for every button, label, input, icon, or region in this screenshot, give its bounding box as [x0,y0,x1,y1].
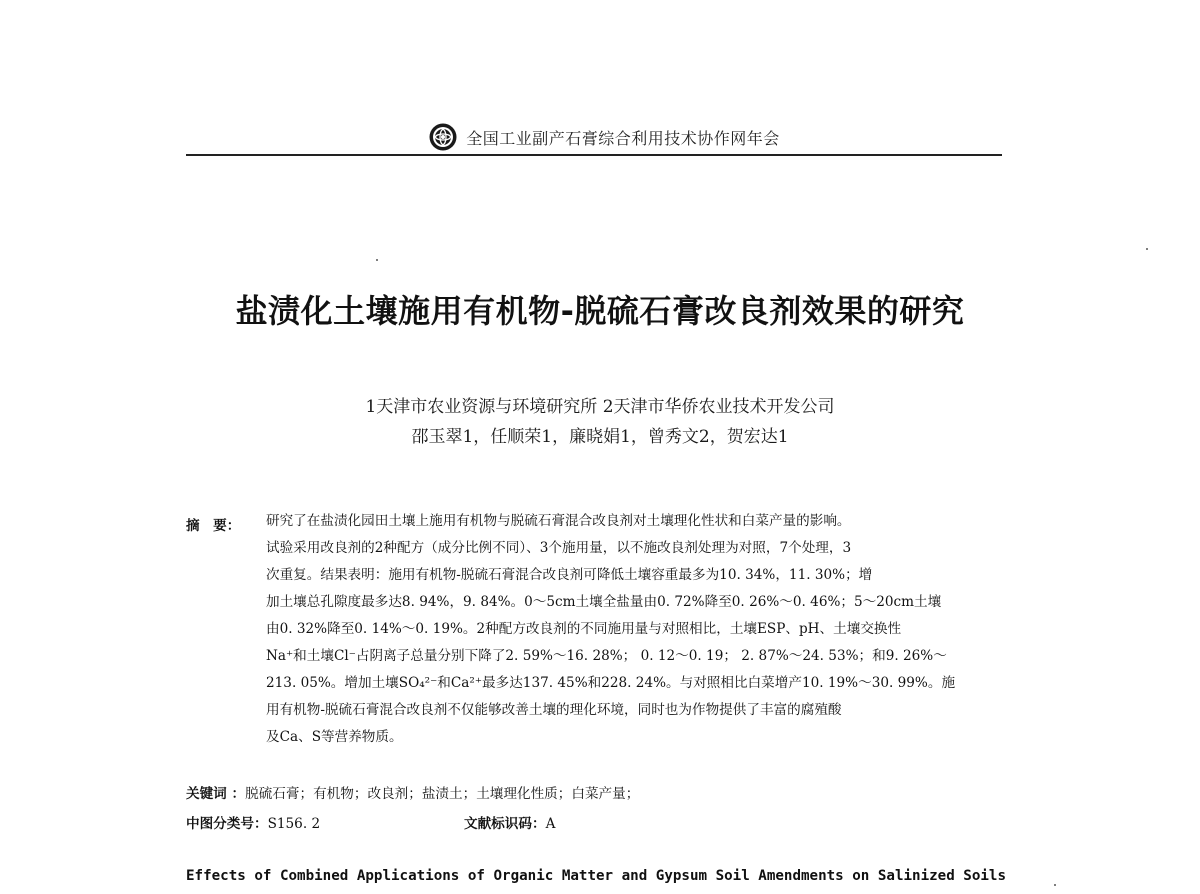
author-affiliations: 1天津市农业资源与环境研究所 2天津市华侨农业技术开发公司 [365,397,835,417]
classification-label: 中图分类号： [186,816,268,832]
author-list: 邵玉翠1，任顺荣1，廉晓娟1，曾秀文2，贺宏达1 [411,427,789,447]
classification-value: S156. 2 [267,816,321,832]
conference-name: 全国工业副产石膏综合利用技术协作网年会 [466,128,780,148]
abstract-line: 研究了在盐渍化园田土壤上施用有机物与脱硫石膏混合改良剂对土壤理化性状和白菜产量的影响。 [266,513,851,529]
running-header-content [428,122,780,152]
abstract-line: 用有机物-脱硫石膏混合改良剂不仅能够改善土壤的理化环境，同时也为作物提供了丰富的腐殖酸 [266,702,842,718]
abstract-line: 由0. 32%降至0. 14%～0. 19%。2种配方改良剂的不同施用量与对照相比，土壤ESP、pH、土壤交换性 [266,621,902,637]
scan-speck [1146,248,1148,250]
abstract-line: 213. 05%。增加土壤SO₄²⁻和Ca²⁺最多达137. 45%和228. 24%。与对照相比白菜增产10. 19%～30. 99%。施 [266,675,956,691]
running-header [186,120,1002,156]
classification-number [186,812,320,832]
abstract-line: 加土壤总孔隙度最多达8. 94%，9. 84%。0～5cm土壤全盐量由0. 72%降至0. 26%～0. 46%；5～20cm土壤 [266,594,942,610]
scan-speck [1054,884,1056,886]
scan-speck [376,259,378,261]
conference-logo-icon [428,122,458,152]
paper-title: 盐渍化土壤施用有机物-脱硫石膏改良剂效果的研究 [235,292,965,330]
document-code-label: 文献标识码： [464,816,546,832]
english-title: Effects of Combined Applications of Organic Matter and Gypsum Soil Amendments on Salinized Soils [186,868,1006,884]
keywords [186,782,639,802]
keywords-label: 关键词 ： [186,786,246,802]
abstract-line: 及Ca、S等营养物质。 [266,729,403,745]
abstract-line: 次重复。结果表明：施用有机物-脱硫石膏混合改良剂可降低土壤容重最多为10. 34%，11. 30%；增 [266,567,873,583]
keywords-text: 脱硫石膏；有机物；改良剂；盐渍土；土壤理化性质；白菜产量； [245,786,640,802]
abstract-label: 摘 要： [186,518,241,534]
document-code-value: A [545,816,556,832]
abstract-line: 试验采用改良剂的2种配方（成分比例不同）、3个施用量，以不施改良剂处理为对照，7个处理，3 [266,540,852,556]
abstract-line: Na⁺和土壤Cl⁻占阴离子总量分别下降了2. 59%～16. 28%； 0. 12～0. 19； 2. 87%～24. 53%；和9. 26%～ [266,648,947,664]
document-code [464,812,555,832]
